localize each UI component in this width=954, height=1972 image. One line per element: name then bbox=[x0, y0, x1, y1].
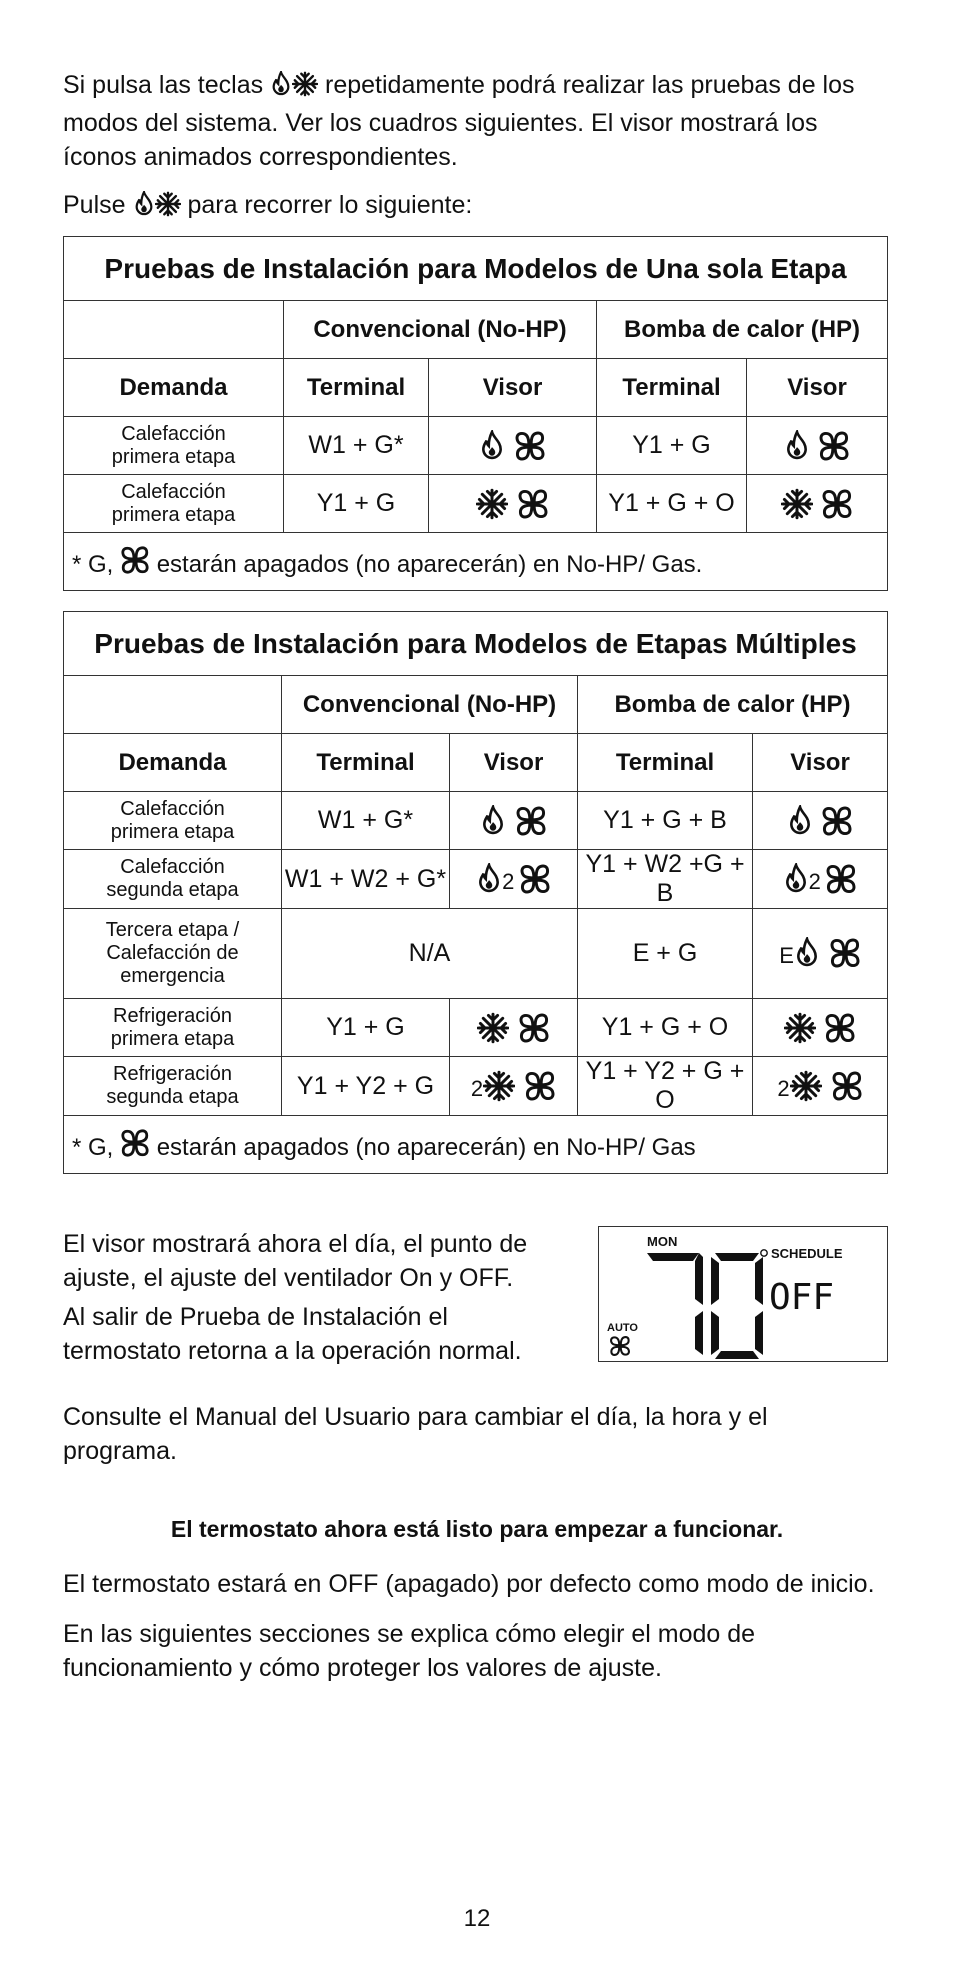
lcd-day: MON bbox=[647, 1234, 678, 1249]
terminal-cell: Y1 + Y2 + G + O bbox=[578, 1057, 753, 1116]
stage-number: 2 bbox=[808, 869, 821, 895]
fan-icon bbox=[120, 1128, 150, 1158]
flame-icon bbox=[480, 805, 506, 837]
lcd-mode: OFF bbox=[769, 1277, 835, 1318]
flame-icon bbox=[787, 805, 813, 837]
col-terminal: Terminal bbox=[284, 359, 429, 417]
demanda-cell: Calefacción primera etapa bbox=[64, 475, 284, 533]
group-conventional: Convencional (No-HP) bbox=[284, 301, 597, 359]
display-paragraph: El visor mostrará ahora el día, el punto de ajuste, el ajuste del ventilador On y OFF. bbox=[63, 1230, 528, 1292]
flame-icon bbox=[476, 863, 502, 895]
snowflake-icon bbox=[790, 1070, 822, 1102]
visor-cell bbox=[429, 475, 597, 533]
col-visor: Visor bbox=[429, 359, 597, 417]
visor-cell bbox=[450, 850, 578, 909]
col-demanda: Demanda bbox=[64, 734, 282, 792]
terminal-cell: Y1 + G + O bbox=[578, 999, 753, 1057]
flame-icon bbox=[479, 430, 505, 462]
empty-cell bbox=[64, 676, 282, 734]
terminal-cell: Y1 + G bbox=[597, 417, 747, 475]
group-heat-pump: Bomba de calor (HP) bbox=[578, 676, 888, 734]
flame-icon bbox=[794, 937, 820, 969]
flame-icon bbox=[783, 863, 809, 895]
fan-icon bbox=[821, 488, 853, 520]
col-visor: Visor bbox=[753, 734, 888, 792]
fan-icon bbox=[829, 937, 861, 969]
emergency-letter: E bbox=[779, 943, 794, 969]
col-terminal: Terminal bbox=[578, 734, 753, 792]
single-stage-table bbox=[63, 236, 888, 591]
table-row bbox=[64, 850, 888, 909]
fan-icon bbox=[824, 1012, 856, 1044]
snowflake-icon bbox=[477, 1012, 509, 1044]
manual-paragraph: Consulte el Manual del Usuario para cambiar el día, la hora y el programa. bbox=[63, 1403, 768, 1465]
terminal-cell: Y1 + Y2 + G bbox=[282, 1057, 450, 1116]
fan-icon bbox=[821, 805, 853, 837]
flame-snowflake-keys-icon bbox=[133, 191, 181, 226]
visor-cell bbox=[429, 417, 597, 475]
terminal-cell: Y1 + W2 +G + B bbox=[578, 850, 753, 909]
visor-cell bbox=[753, 850, 888, 909]
table-footnote: * G, estarán apagados (no aparecerán) en No-HP/ Gas bbox=[64, 1116, 888, 1174]
fan-icon bbox=[517, 488, 549, 520]
col-terminal: Terminal bbox=[282, 734, 450, 792]
lcd-fan-mode: AUTO bbox=[607, 1322, 638, 1334]
demanda-cell: Calefacción segunda etapa bbox=[64, 850, 282, 909]
visor-cell bbox=[450, 792, 578, 850]
terminal-cell: W1 + G* bbox=[282, 792, 450, 850]
table-row bbox=[64, 909, 888, 999]
col-terminal: Terminal bbox=[597, 359, 747, 417]
table-footnote: * G, estarán apagados (no aparecerán) en No-HP/ Gas. bbox=[64, 533, 888, 591]
pulse-paragraph bbox=[63, 188, 893, 226]
snowflake-icon bbox=[781, 488, 813, 520]
lcd-fan-icon bbox=[611, 1337, 629, 1355]
visor-cell bbox=[753, 999, 888, 1057]
snowflake-icon bbox=[784, 1012, 816, 1044]
table-title: Pruebas de Instalación para Modelos de Una sola Etapa bbox=[64, 237, 888, 301]
group-conventional: Convencional (No-HP) bbox=[282, 676, 578, 734]
table-row bbox=[64, 475, 888, 533]
pulse-post: para recorrer lo siguiente: bbox=[187, 191, 473, 219]
demanda-cell: Refrigeración primera etapa bbox=[64, 999, 282, 1057]
visor-cell bbox=[450, 999, 578, 1057]
group-heat-pump: Bomba de calor (HP) bbox=[597, 301, 888, 359]
demanda-cell: Refrigeración segunda etapa bbox=[64, 1057, 282, 1116]
page-number: 12 bbox=[463, 1905, 491, 1932]
table-row bbox=[64, 417, 888, 475]
terminal-cell: W1 + W2 + G* bbox=[282, 850, 450, 909]
intro-line2: modos del sistema. Ver los cuadros siguientes. El visor mostrará los bbox=[63, 109, 818, 137]
ready-heading: El termostato ahora está listo para empezar a funcionar. bbox=[170, 1516, 784, 1542]
terminal-cell: Y1 + G bbox=[282, 999, 450, 1057]
stage-number: 2 bbox=[777, 1076, 790, 1102]
terminal-cell: W1 + G* bbox=[284, 417, 429, 475]
col-demanda: Demanda bbox=[64, 359, 284, 417]
terminal-cell: N/A bbox=[282, 909, 578, 999]
terminal-cell: E + G bbox=[578, 909, 753, 999]
visor-cell bbox=[747, 475, 888, 533]
flame-snowflake-keys-icon bbox=[270, 71, 318, 106]
demanda-cell: Calefacción primera etapa bbox=[64, 417, 284, 475]
terminal-cell: Y1 + G bbox=[284, 475, 429, 533]
lcd-schedule: SCHEDULE bbox=[771, 1246, 843, 1261]
fan-icon bbox=[120, 545, 150, 575]
visor-cell bbox=[450, 1057, 578, 1116]
visor-cell bbox=[753, 792, 888, 850]
pulse-pre: Pulse bbox=[63, 191, 126, 219]
table-title: Pruebas de Instalación para Modelos de Etapas Múltiples bbox=[64, 612, 888, 676]
intro-line1-post: repetidamente podrá realizar las pruebas de los bbox=[325, 71, 855, 99]
fan-icon bbox=[825, 863, 857, 895]
table-row bbox=[64, 999, 888, 1057]
fan-icon bbox=[818, 430, 850, 462]
off-default-paragraph: El termostato estará en OFF (apagado) por defecto como modo de inicio. bbox=[63, 1570, 875, 1598]
visor-cell bbox=[753, 909, 888, 999]
exit-test-paragraph: Al salir de Prueba de Instalación el termostato retorna a la operación normal. bbox=[63, 1303, 522, 1365]
stage-number: 2 bbox=[470, 1076, 484, 1102]
demanda-cell: Tercera etapa / Calefacción de emergencia bbox=[64, 909, 282, 999]
fan-icon bbox=[524, 1070, 556, 1102]
table-row bbox=[64, 792, 888, 850]
intro-line1-pre: Si pulsa las teclas bbox=[63, 71, 264, 99]
terminal-cell: Y1 + G + B bbox=[578, 792, 753, 850]
intro-paragraph bbox=[63, 68, 893, 174]
empty-cell bbox=[64, 301, 284, 359]
fan-icon bbox=[514, 430, 546, 462]
col-visor: Visor bbox=[450, 734, 578, 792]
visor-cell bbox=[753, 1057, 888, 1116]
lcd-temperature-digits bbox=[647, 1253, 763, 1359]
demanda-cell: Calefacción primera etapa bbox=[64, 792, 282, 850]
table-row bbox=[64, 1057, 888, 1116]
snowflake-icon bbox=[476, 488, 508, 520]
stage-number: 2 bbox=[502, 869, 515, 895]
fan-icon bbox=[519, 863, 551, 895]
next-sections-paragraph: En las siguientes secciones se explica cómo elegir el modo de funcionamiento y cómo proteger los valores de ajuste. bbox=[63, 1620, 756, 1682]
thermostat-lcd bbox=[598, 1226, 888, 1362]
col-visor: Visor bbox=[747, 359, 888, 417]
fan-icon bbox=[831, 1070, 863, 1102]
snowflake-icon bbox=[483, 1070, 515, 1102]
terminal-cell: Y1 + G + O bbox=[597, 475, 747, 533]
visor-cell bbox=[747, 417, 888, 475]
fan-icon bbox=[515, 805, 547, 837]
multi-stage-table bbox=[63, 611, 888, 1174]
flame-icon bbox=[784, 430, 810, 462]
intro-line3: íconos animados correspondientes. bbox=[63, 143, 458, 171]
fan-icon bbox=[518, 1012, 550, 1044]
